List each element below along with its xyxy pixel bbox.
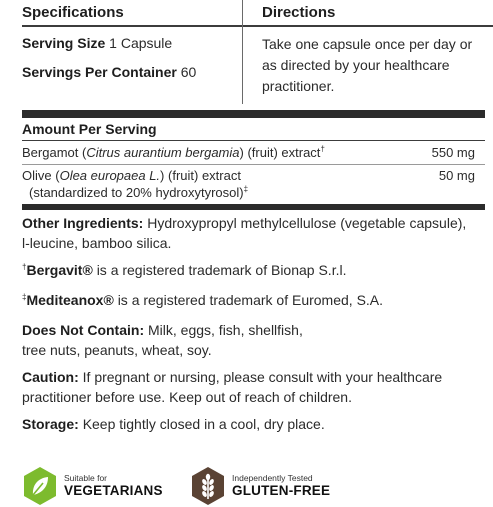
olive-name: Olive (22, 168, 52, 183)
bergamot-part: (fruit) extract (247, 145, 321, 160)
vegetarian-badge-small: Suitable for (64, 473, 107, 483)
olive-part: (fruit) extract (168, 168, 241, 183)
servings-per-container-value: 60 (180, 64, 197, 80)
does-not-contain-label: Does Not Contain: (22, 322, 145, 338)
gluten-free-badge-big: GLUTEN-FREE (232, 483, 331, 498)
specs-directions-panel (0, 0, 493, 104)
fact-row-divider (22, 164, 485, 165)
caution (22, 367, 477, 407)
facts-bottom-rule (22, 204, 485, 210)
olive-mark: ‡ (243, 184, 249, 194)
directions-text: Take one capsule once per day or as directed by your healthcare practitioner. (262, 36, 473, 94)
does-not-contain (22, 320, 322, 360)
storage-label: Storage: (22, 416, 79, 432)
directions-divider (243, 25, 493, 27)
facts-header-rule (22, 140, 485, 141)
specifications-heading: Specifications (22, 4, 124, 21)
gluten-free-badge-small: Independently Tested (232, 473, 313, 483)
olive-detail: (standardized to 20% hydroxytyrosol) (29, 185, 244, 200)
other-ingredients-text: Hydroxypropyl methylcellulose (vegetable capsule), l-leucine, bamboo silica. (22, 215, 467, 251)
specifications-section (0, 0, 243, 104)
serving-size-value: 1 Capsule (109, 35, 173, 51)
olive-latin: Olea europaea L. (59, 168, 161, 183)
caution-text: If pregnant or nursing, please consult with your healthcare practitioner before use. Keep out of reach of children. (22, 369, 443, 405)
amount-per-serving-heading: Amount Per Serving (22, 121, 157, 137)
specifications-divider (22, 25, 242, 27)
fact-row-bergamot: Bergamot (Citrus aurantium bergamia) (fruit) extract† (22, 144, 325, 160)
vegetarian-badge-big: VEGETARIANS (64, 483, 163, 498)
bergamot-mark: † (320, 144, 325, 154)
serving-size-row (22, 35, 172, 51)
gluten-free-badge-text (232, 473, 330, 499)
gluten-free-badge (190, 466, 330, 506)
leaf-icon (22, 466, 58, 506)
other-ingredients (22, 213, 477, 253)
olive-detail-row (29, 185, 248, 200)
caution-label: Caution: (22, 369, 79, 385)
mediteanox-brand: Mediteanox® (26, 292, 114, 308)
servings-per-container-label: Servings Per Container (22, 64, 177, 80)
storage (22, 414, 477, 434)
bergamot-latin: Citrus aurantium bergamia (86, 145, 240, 160)
bergavit-brand: Bergavit® (26, 262, 93, 278)
trademark-mediteanox (22, 290, 477, 310)
bergavit-text: is a registered trademark of Bionap S.r.l. (96, 262, 347, 278)
storage-text: Keep tightly closed in a cool, dry place. (82, 416, 325, 432)
mediteanox-mark: ‡ (22, 292, 27, 302)
does-not-contain-text: Milk, eggs, fish, shellfish, tree nuts, peanuts, wheat, soy. (22, 322, 303, 358)
bergamot-name: Bergamot (22, 145, 79, 160)
vegetarian-badge (22, 466, 163, 506)
trademark-bergavit (22, 260, 477, 280)
servings-per-container-row (22, 64, 196, 80)
olive-amount: 50 mg (438, 168, 475, 183)
wheat-icon (190, 466, 226, 506)
facts-top-rule (22, 110, 485, 118)
mediteanox-text: is a registered trademark of Euromed, S.A. (117, 292, 384, 308)
fact-row-olive: Olive (Olea europaea L.) (fruit) extract (22, 168, 241, 183)
directions-heading: Directions (262, 4, 336, 21)
other-ingredients-label: Other Ingredients: (22, 215, 144, 231)
vegetarian-badge-text (64, 473, 163, 499)
directions-section (243, 0, 493, 104)
bergamot-amount: 550 mg (431, 145, 475, 160)
bergavit-mark: † (22, 262, 27, 272)
serving-size-label: Serving Size (22, 35, 106, 51)
